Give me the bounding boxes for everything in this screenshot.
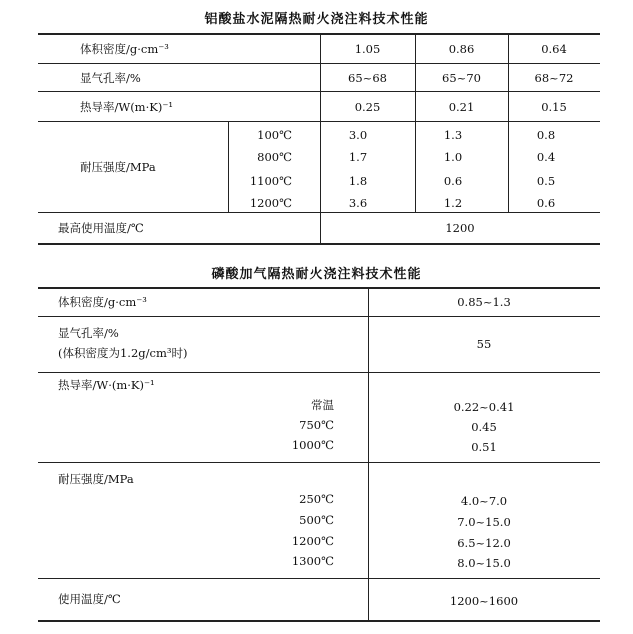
strength-value: 1.8 xyxy=(348,174,368,188)
conductivity-value: 0.22~0.41 xyxy=(453,400,515,414)
strength-value: 3.0 xyxy=(348,128,368,142)
table1-rule xyxy=(38,212,600,213)
strength-value: 1.0 xyxy=(443,150,463,164)
density-value: 0.85~1.3 xyxy=(457,295,511,309)
density-value: 0.86 xyxy=(448,42,475,56)
conductivity-value: 0.21 xyxy=(448,100,475,114)
strength-temp: 100℃ xyxy=(257,128,292,142)
table1-bottom-rule xyxy=(38,243,600,245)
conductivity-label: 热导率/W·(m·K)⁻¹ xyxy=(58,378,155,392)
strength-temp: 1200℃ xyxy=(291,534,334,548)
strength-value: 0.5 xyxy=(536,174,556,188)
conductivity-value: 0.51 xyxy=(471,440,497,454)
max-temp-value: 1200 xyxy=(445,221,475,235)
conductivity-value: 0.45 xyxy=(471,420,497,434)
porosity-value: 65~68 xyxy=(348,71,387,85)
conductivity-value: 0.25 xyxy=(354,100,381,114)
strength-value: 0.4 xyxy=(536,150,556,164)
table1-rule xyxy=(38,63,600,64)
conductivity-value: 0.15 xyxy=(541,100,567,114)
density-value: 0.64 xyxy=(541,42,567,56)
table2-rule xyxy=(38,372,600,373)
strength-value: 1.3 xyxy=(443,128,463,142)
table2-rule xyxy=(38,462,600,463)
porosity-value: 65~70 xyxy=(442,71,481,85)
porosity-value: 68~72 xyxy=(534,71,574,85)
strength-value: 6.5~12.0 xyxy=(457,536,511,550)
table2-rule xyxy=(38,316,600,317)
porosity-value: 55 xyxy=(476,337,492,351)
density-label: 体积密度/g·cm⁻³ xyxy=(80,42,169,56)
conductivity-temp: 常温 xyxy=(311,398,334,412)
table1-rule xyxy=(38,121,600,122)
use-temp-label: 使用温度/℃ xyxy=(58,592,121,606)
strength-value: 7.0~15.0 xyxy=(457,515,511,529)
strength-value: 8.0~15.0 xyxy=(457,556,511,570)
conductivity-label: 热导率/W(m·K)⁻¹ xyxy=(80,100,173,114)
table2-top-rule xyxy=(38,287,600,289)
strength-temp: 1300℃ xyxy=(291,554,334,568)
strength-temp: 1100℃ xyxy=(249,174,292,188)
conductivity-temp: 750℃ xyxy=(299,418,334,432)
table1-title: 铝酸盐水泥隔热耐火浇注料技术性能 xyxy=(204,12,429,27)
use-temp-value: 1200~1600 xyxy=(449,594,519,608)
max-temp-label: 最高使用温度/℃ xyxy=(58,221,144,235)
table2-bottom-rule xyxy=(38,620,600,622)
table1-rule xyxy=(38,91,600,92)
strength-value: 0.6 xyxy=(536,196,556,210)
strength-value: 1.7 xyxy=(348,150,368,164)
density-label: 体积密度/g·cm⁻³ xyxy=(58,295,147,309)
strength-label: 耐压强度/MPa xyxy=(80,160,156,174)
table2-rule xyxy=(38,578,600,579)
conductivity-temp: 1000℃ xyxy=(291,438,334,452)
strength-temp: 1200℃ xyxy=(249,196,292,210)
density-value: 1.05 xyxy=(354,42,381,56)
strength-temp: 250℃ xyxy=(299,492,334,506)
strength-temp: 800℃ xyxy=(257,150,292,164)
strength-value: 1.2 xyxy=(443,196,463,210)
strength-temp: 500℃ xyxy=(299,513,334,527)
strength-label: 耐压强度/MPa xyxy=(58,472,134,486)
strength-value: 4.0~7.0 xyxy=(460,494,508,508)
porosity-label: 显气孔率/% xyxy=(58,326,119,340)
strength-value: 3.6 xyxy=(348,196,368,210)
strength-value: 0.8 xyxy=(536,128,556,142)
porosity-label: 显气孔率/% xyxy=(80,71,141,85)
strength-value: 0.6 xyxy=(443,174,463,188)
porosity-note: (体积密度为1.2g/cm³时) xyxy=(58,346,188,360)
table2-title: 磷酸加气隔热耐火浇注料技术性能 xyxy=(211,267,422,282)
table1-top-rule xyxy=(38,33,600,35)
